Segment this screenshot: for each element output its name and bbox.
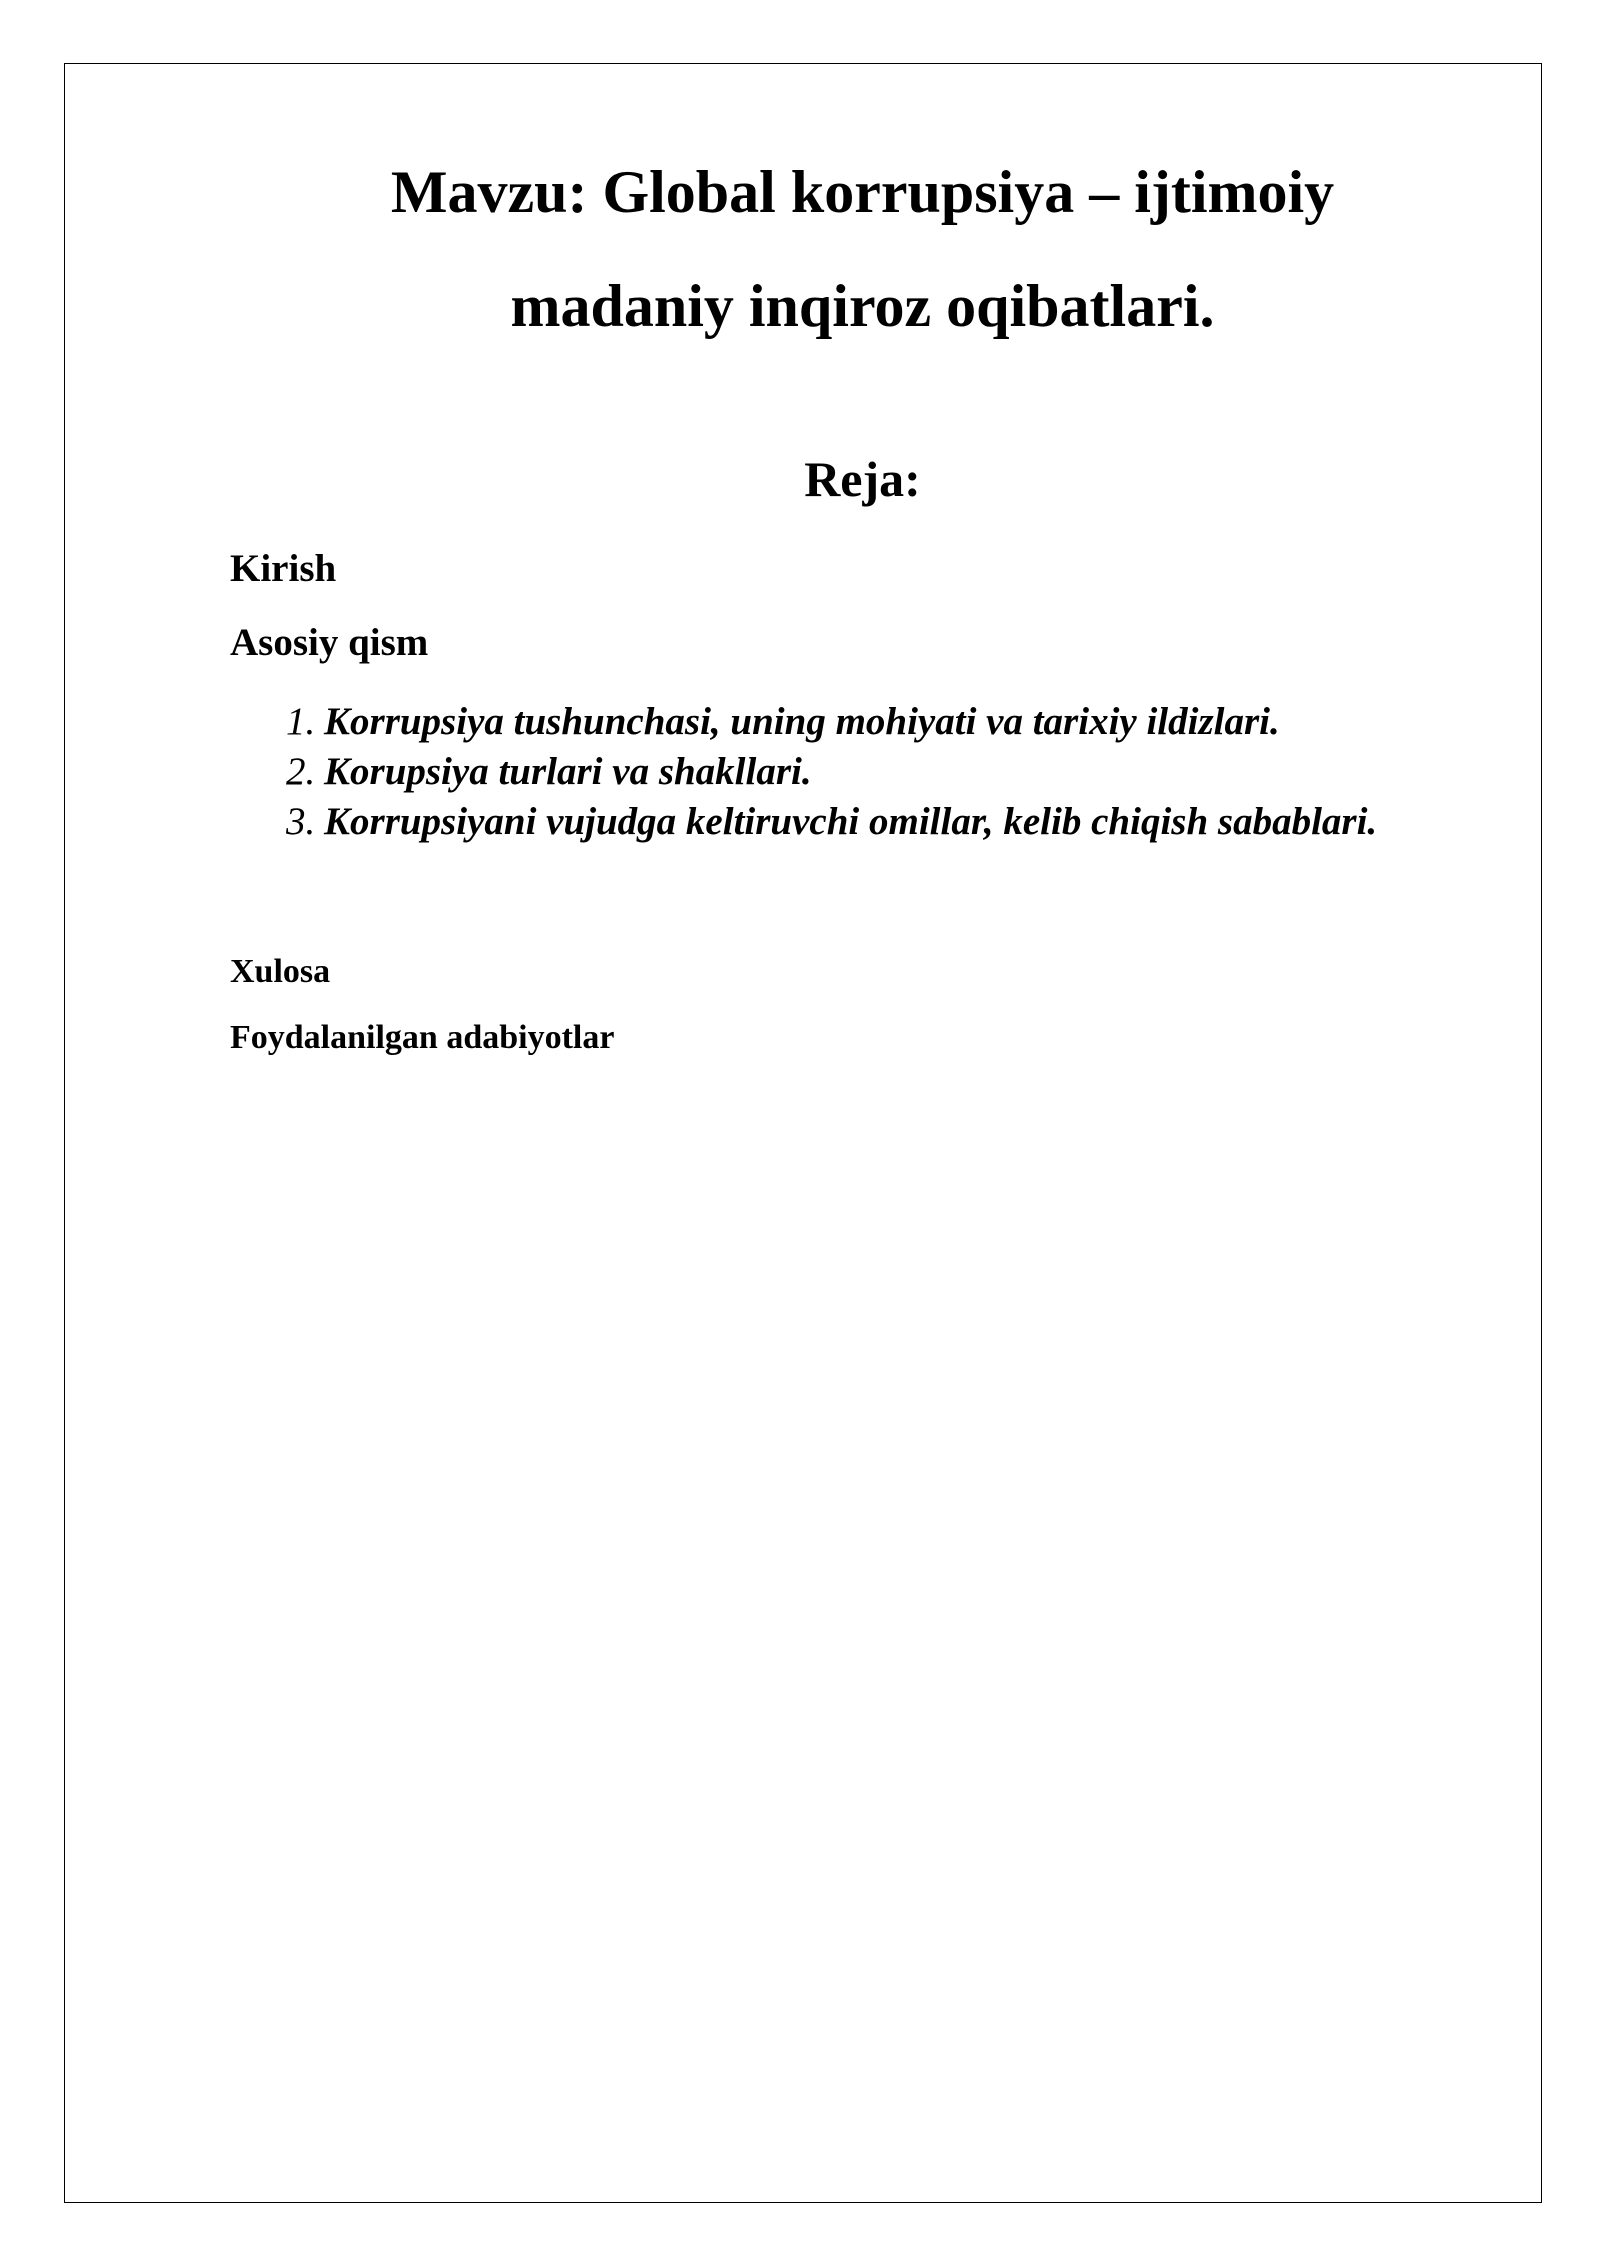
plan-item-number: 3. — [286, 800, 316, 843]
plan-item — [230, 697, 1492, 747]
section-main-part: Asosiy qism — [230, 621, 429, 664]
plan-item-text: Korupsiya turlari va shakllari. — [324, 750, 812, 793]
section-intro: Kirish — [230, 547, 337, 590]
page-border — [64, 63, 1542, 2203]
plan-item-text: Korrupsiyani vujudga keltiruvchi omillar, kelib chiqish sabablari. — [324, 800, 1378, 843]
document-title-line-2: madaniy inqiroz oqibatlari. — [510, 273, 1215, 339]
plan-item-number: 2. — [286, 750, 316, 793]
plan-heading: Reja: — [804, 451, 921, 507]
section-references: Foydalanilgan adabiyotlar — [230, 1019, 615, 1056]
document-title-line-1: Mavzu: Global korrupsiya – ijtimoiy — [390, 159, 1335, 225]
plan-item-text: Korrupsiya tushunchasi, uning mohiyati va tarixiy ildizlari. — [324, 700, 1280, 743]
section-conclusion: Xulosa — [230, 953, 331, 990]
plan-item — [230, 797, 1492, 847]
plan-list — [230, 697, 1492, 847]
plan-item-number: 1. — [286, 700, 316, 743]
plan-item — [230, 747, 1492, 797]
